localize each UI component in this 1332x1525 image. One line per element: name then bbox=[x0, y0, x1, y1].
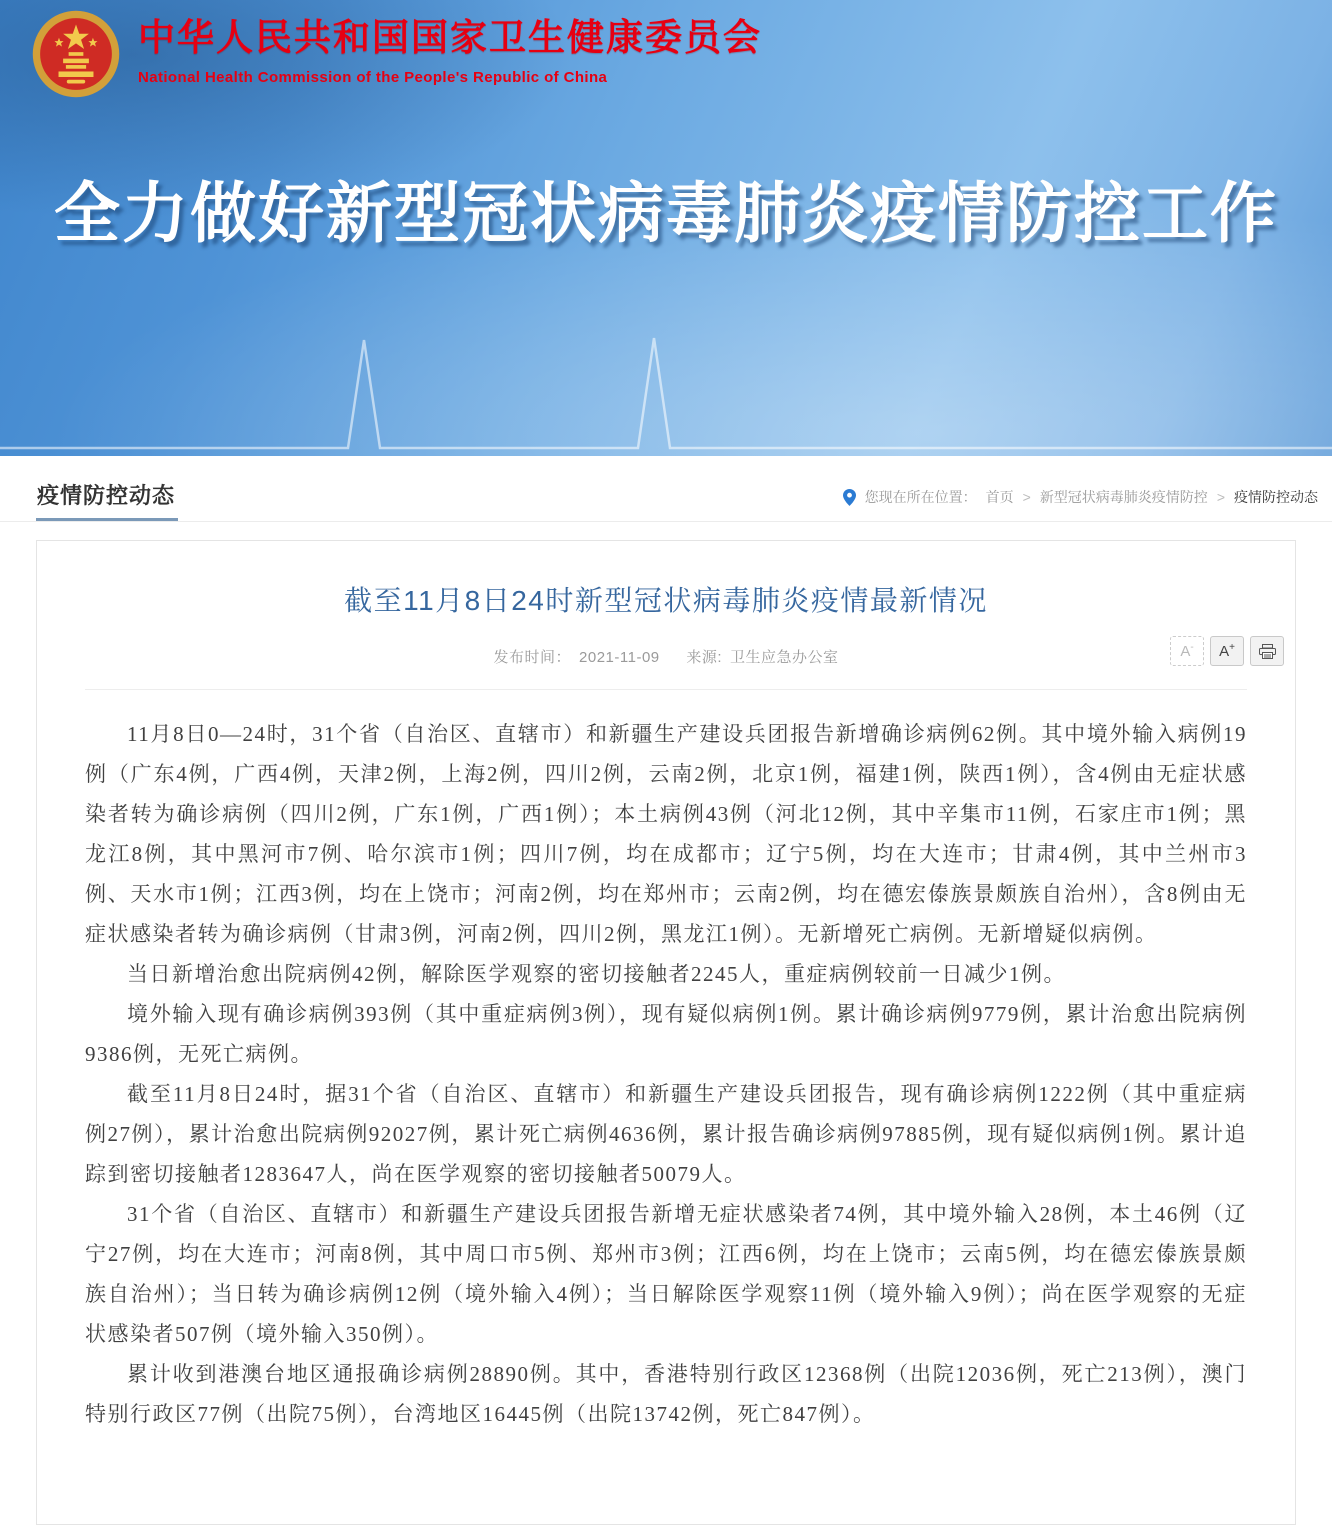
breadcrumb-item-home[interactable]: 首页 bbox=[985, 489, 1014, 505]
breadcrumb bbox=[843, 487, 1318, 521]
paragraph-4: 截至11月8日24时，据31个省（自治区、直辖市）和新疆生产建设兵团报告，现有确诊病例1222例（其中重症病例27例），累计治愈出院病例92027例，累计死亡病例4636例，累计报告确诊病例97885例，现有疑似病例1例。累计追踪到密切接触者1283647人，尚在医学观察的密切接触者50079人。 bbox=[85, 1082, 1247, 1186]
article-meta bbox=[85, 646, 1247, 667]
breadcrumb-item-current[interactable]: 疫情防控动态 bbox=[1234, 489, 1318, 505]
paragraph-2: 当日新增治愈出院病例42例，解除医学观察的密切接触者2245人，重症病例较前一日减少1例。 bbox=[127, 962, 1066, 986]
font-increase-sign: + bbox=[1229, 642, 1235, 653]
breadcrumb-separator: > bbox=[1022, 489, 1031, 505]
font-increase-button[interactable] bbox=[1210, 636, 1244, 666]
printer-icon bbox=[1259, 644, 1276, 659]
font-decrease-button[interactable] bbox=[1170, 636, 1204, 666]
publish-time-label: 发布时间： bbox=[493, 649, 572, 666]
site-header bbox=[30, 8, 762, 100]
source-value: 卫生应急办公室 bbox=[729, 649, 839, 666]
article-header bbox=[85, 541, 1247, 690]
section-row bbox=[0, 456, 1332, 522]
article-toolbar bbox=[1170, 636, 1284, 666]
paragraph-6: 累计收到港澳台地区通报确诊病例28890例。其中，香港特别行政区12368例（出院12036例，死亡213例），澳门特别行政区77例（出院75例），台湾地区16445例（出院13742例，死亡847例）。 bbox=[85, 1362, 1247, 1426]
hero-banner bbox=[0, 0, 1332, 456]
paragraph-1: 11月8日0—24时，31个省（自治区、直辖市）和新疆生产建设兵团报告新增确诊病例62例。其中境外输入病例19例（广东4例，广西4例，天津2例，上海2例，四川2例，云南2例，北京1例，福建1例，陕西1例），含4例由无症状感染者转为确诊病例（四川2例，广东1例，广西1例）；本土病例43例（河北12例，其中辛集市11例，石家庄市1例；黑龙江8例，其中黑河市7例、哈尔滨市1例；四川7例，均在成都市；辽宁5例，均在大连市；甘肃4例，其中兰州市3例、天水市1例；江西3例，均在上饶市；河南2例，均在郑州市；云南2例，均在德宏傣族景颇族自治州），含8例由无症状感染者转为确诊病例（甘肃3例，河南2例，四川2例，黑龙江1例）。无新增死亡病例。无新增疑似病例。 bbox=[85, 722, 1247, 946]
article-title: 截至11月8日24时新型冠状病毒肺炎疫情最新情况 bbox=[344, 585, 988, 616]
site-titles bbox=[138, 8, 762, 86]
ecg-pulse-line-icon bbox=[0, 336, 1332, 456]
location-pin-icon bbox=[843, 489, 856, 506]
paragraph-5: 31个省（自治区、直辖市）和新疆生产建设兵团报告新增无症状感染者74例，其中境外输入28例，本土46例（辽宁27例，均在大连市；河南8例，其中周口市5例、郑州市3例；江西6例，均在上饶市；云南5例，均在德宏傣族景颇族自治州）；当日转为确诊病例12例（境外输入4例）；当日解除医学观察11例（境外输入9例）；尚在医学观察的无症状感染者507例（境外输入350例）。 bbox=[85, 1202, 1247, 1346]
banner-slogan: 全力做好新型冠状病毒肺炎疫情防控工作 bbox=[54, 176, 1278, 250]
site-title: 中华人民共和国国家卫生健康委员会 bbox=[138, 17, 762, 58]
print-button[interactable] bbox=[1250, 636, 1284, 666]
paragraph-3: 境外输入现有确诊病例393例（其中重症病例3例），现有疑似病例1例。累计确诊病例9779例，累计治愈出院病例9386例，无死亡病例。 bbox=[85, 1002, 1247, 1066]
font-increase-label: A bbox=[1219, 642, 1230, 660]
breadcrumb-location-label: 您现在所在位置： bbox=[864, 489, 977, 505]
font-decrease-sign: - bbox=[1190, 642, 1194, 653]
font-decrease-label: A bbox=[1180, 642, 1191, 660]
source-label: 来源: bbox=[686, 649, 722, 666]
article-container bbox=[36, 540, 1296, 1525]
publish-date: 2021-11-09 bbox=[579, 649, 660, 666]
site-subtitle: National Health Commission of the People's Republic of China bbox=[138, 69, 608, 87]
national-emblem-icon bbox=[30, 8, 122, 100]
article-body bbox=[85, 690, 1247, 1494]
section-title: 疫情防控动态 bbox=[36, 479, 178, 521]
breadcrumb-separator: > bbox=[1216, 489, 1225, 505]
breadcrumb-item-covid-control[interactable]: 新型冠状病毒肺炎疫情防控 bbox=[1039, 489, 1208, 505]
